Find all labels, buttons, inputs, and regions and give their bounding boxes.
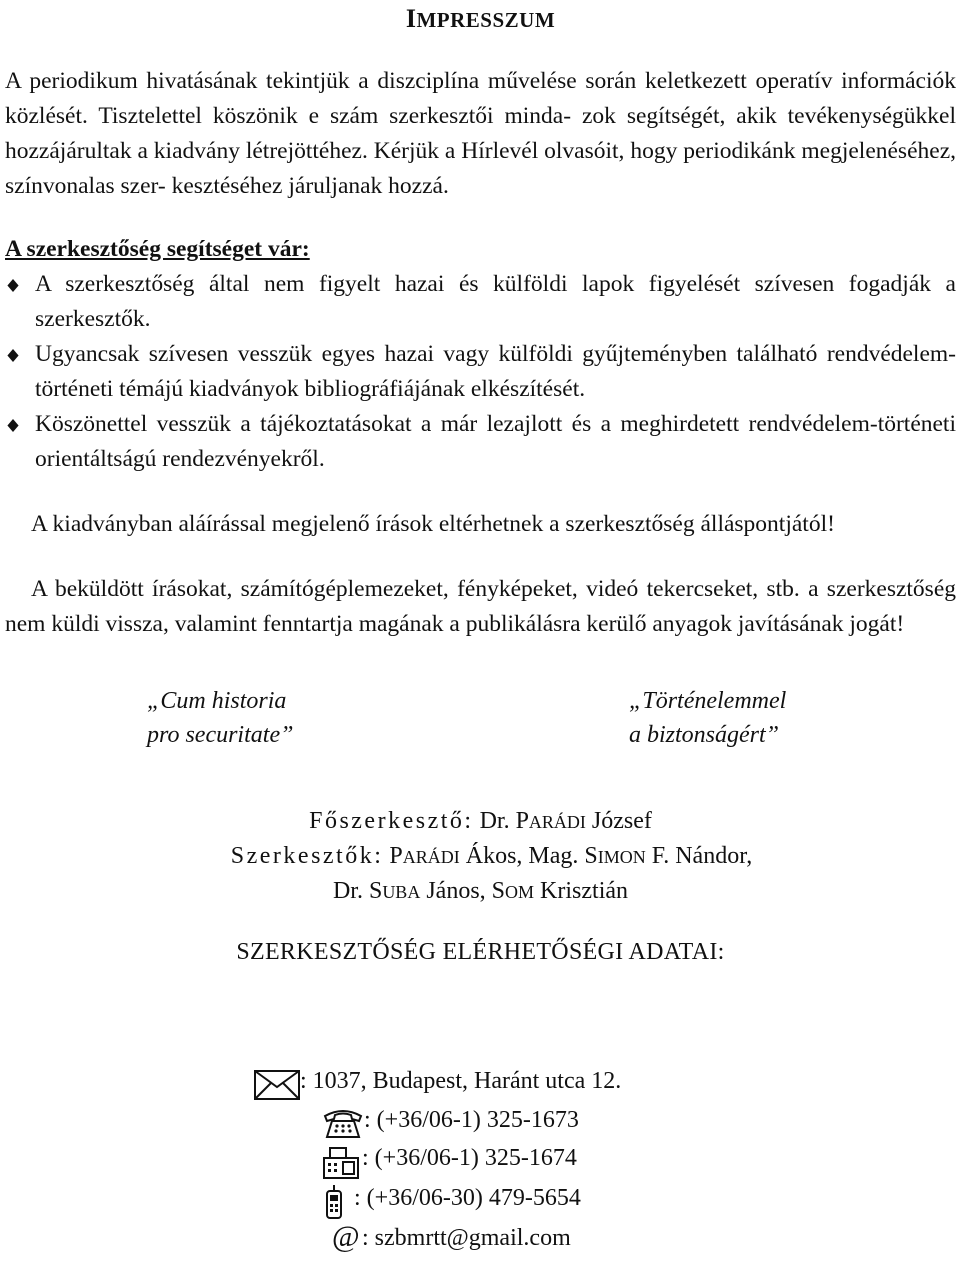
impressum-page xyxy=(5,0,956,966)
contact-email-row xyxy=(0,1220,960,1264)
list-item: A szerkesztőség által nem figyelt hazai és külföldi lapok figyelését szívesen fogadják a szerkesztők. xyxy=(5,267,956,337)
request-heading: A szerkesztőség segítséget vár: xyxy=(5,236,310,262)
diamond-bullet-icon xyxy=(7,279,19,292)
disclaimer-paragraph: A kiadványban aláírással megjelenő írások eltérhetnek a szerkesztőség álláspontjától! xyxy=(31,511,835,537)
editors-line: Szerkesztők: PARÁDI Ákos, Mag. SIMON F. Nándor, xyxy=(230,843,753,869)
contact-address-row xyxy=(0,1068,960,1108)
intro-paragraph: A periodikum hivatásának tekintjük a diszciplína művelése során keletkezett operatív információk közlését. Tisztelettel köszönik e szám szerkesztői minda- zok segítségét, akik tevékenységükkel hozzájárultak a kiadvány létrejöttéhez. Kérjük a Hírlevél olvasóit, hogy periodikánk megjelenéséhez, színvonalas szer- kesztéséhez járuljanak hozzá. xyxy=(5,68,957,199)
page-title: IMPRESSZUM xyxy=(405,4,556,33)
editors-line-2: Dr. SUBA János, SOM Krisztián xyxy=(332,878,629,904)
mobile-phone-icon xyxy=(322,1184,346,1220)
contact-phone-row xyxy=(0,1106,960,1146)
diamond-bullet-icon xyxy=(7,349,19,362)
fax-text: : (+36/06-1) 325-1674 xyxy=(362,1145,577,1171)
returns-paragraph: A beküldött írásokat, számítógéplemezeket, fényképeket, videó tekercseket, stb. a szerkesztőség nem küldi vissza, valamint fenntartja magának a publikálásra kerülő anyagok javításának jogát! xyxy=(5,576,956,637)
address-text: : 1037, Budapest, Haránt utca 12. xyxy=(300,1068,622,1094)
diamond-bullet-icon xyxy=(7,419,19,432)
envelope-icon xyxy=(254,1070,300,1100)
contact-heading: SZERKESZTŐSÉG ELÉRHETŐSÉGI ADATAI: xyxy=(236,939,725,965)
mobile-text: : (+36/06-30) 479-5654 xyxy=(354,1185,581,1211)
list-item: Ugyancsak szívesen vesszük egyes hazai vagy külföldi gyűjteményben található rendvédelem-történeti témájú kiadványok bibliográfiájának elkészítését. xyxy=(5,337,956,407)
telephone-icon xyxy=(322,1106,364,1140)
chief-editor-line: Főszerkesztő: Dr. PARÁDI József xyxy=(309,808,652,834)
motto-hungarian: „Történelemmel a biztonságért” xyxy=(629,688,787,748)
mottos xyxy=(5,684,956,764)
motto-latin: „Cum historia pro securitate” xyxy=(147,688,294,748)
contact-fax-row xyxy=(0,1145,960,1185)
email-text: : szbmrtt@gmail.com xyxy=(362,1225,571,1251)
editors-block xyxy=(5,804,956,909)
contact-mobile-row xyxy=(0,1184,960,1224)
at-sign-icon: @ xyxy=(332,1220,360,1253)
fax-icon xyxy=(322,1146,360,1180)
phone-text: : (+36/06-1) 325-1673 xyxy=(364,1107,579,1133)
list-item: Köszönettel vesszük a tájékoztatásokat a már lezajlott és a meghirdetett rendvédelem-történeti orientáltságú rendezvényekről. xyxy=(5,407,956,477)
